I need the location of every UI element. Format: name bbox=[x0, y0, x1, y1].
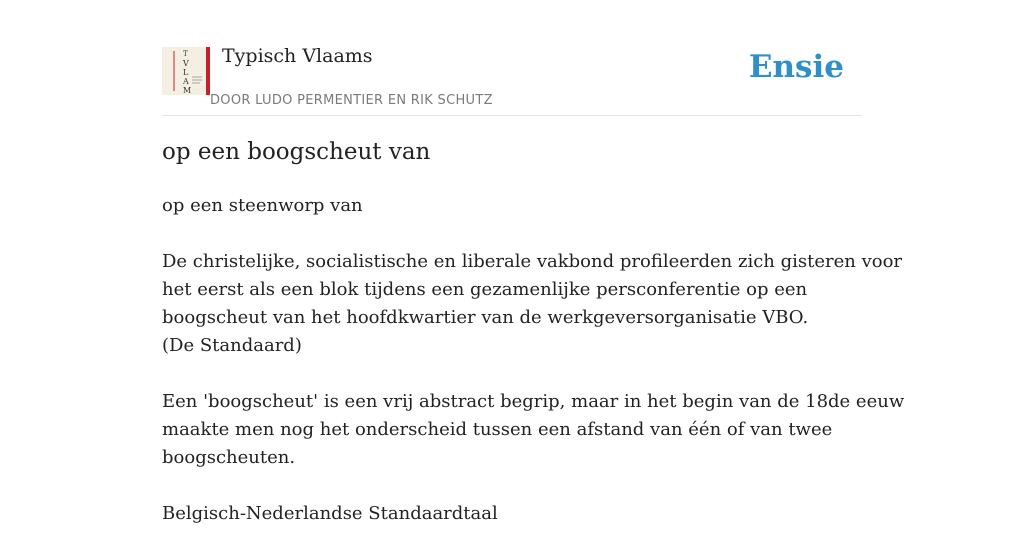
explanation-line: boogscheuten. bbox=[162, 447, 296, 468]
book-header bbox=[162, 40, 862, 116]
example-line: boogscheut van het hoofdkwartier van de werkgeversorganisatie VBO. bbox=[162, 307, 809, 328]
svg-text:V: V bbox=[183, 59, 189, 68]
entry-example bbox=[162, 248, 903, 360]
svg-text:T: T bbox=[183, 50, 188, 58]
entry-category: Belgisch-Nederlandse Standaardtaal bbox=[162, 503, 498, 524]
entry-synonym: op een steenworp van bbox=[162, 195, 363, 216]
book-authors: DOOR LUDO PERMENTIER EN RIK SCHUTZ bbox=[210, 93, 493, 108]
entry-explanation bbox=[162, 388, 905, 472]
svg-text:L: L bbox=[183, 68, 189, 77]
svg-text:M: M bbox=[183, 86, 192, 95]
explanation-line: maakte men nog het onderscheid tussen een afstand van één of van twee bbox=[162, 419, 833, 440]
example-line: De christelijke, socialistische en liberale vakbond profileerden zich gisteren voor bbox=[162, 251, 903, 272]
example-source: (De Standaard) bbox=[162, 335, 302, 356]
book-title-link[interactable]: Typisch Vlaams bbox=[222, 45, 373, 67]
entry-content bbox=[162, 192, 905, 556]
ensie-logo-link[interactable]: Ensie bbox=[748, 49, 844, 85]
entry-term: op een boogscheut van bbox=[162, 139, 431, 165]
explanation-line: Een 'boogscheut' is een vrij abstract begrip, maar in het begin van de 18de eeuw bbox=[162, 391, 905, 412]
book-cover-icon[interactable] bbox=[162, 47, 210, 95]
example-line: het eerst als een blok tijdens een gezamenlijke persconferentie op een bbox=[162, 279, 808, 300]
svg-text:A: A bbox=[183, 77, 189, 86]
book-cover-graphic bbox=[162, 47, 210, 95]
